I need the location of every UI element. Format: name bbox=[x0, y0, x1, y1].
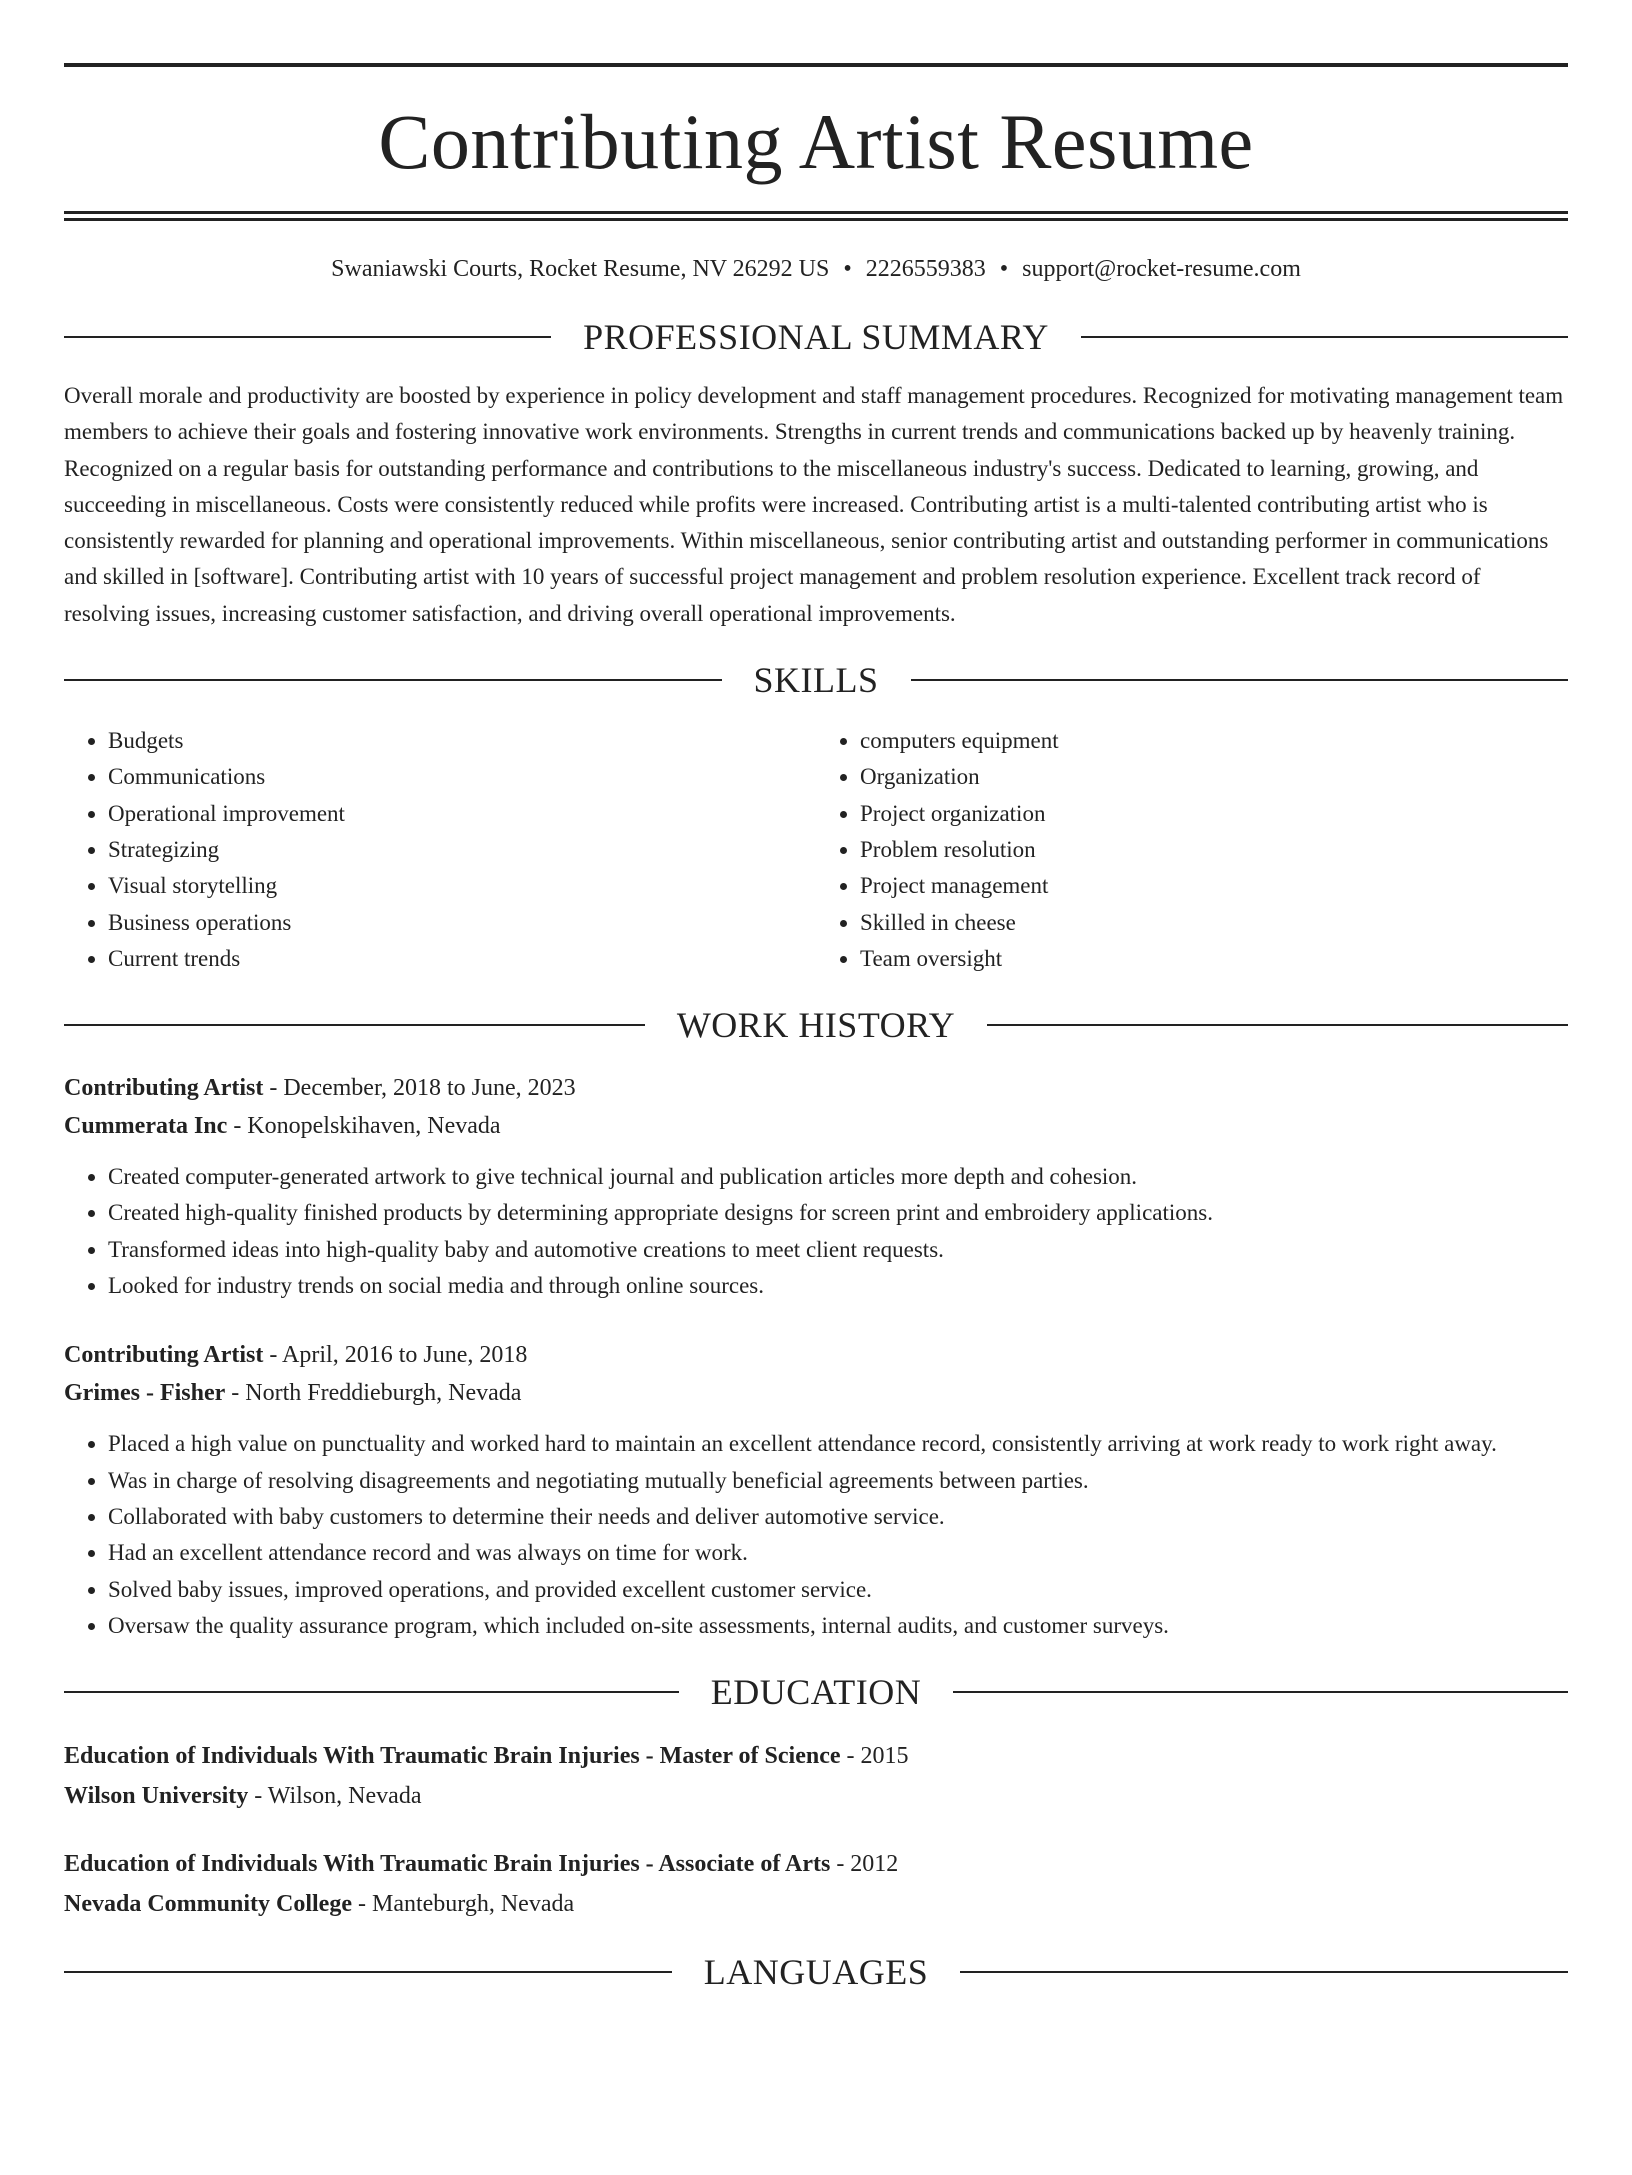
section-divider bbox=[64, 1024, 645, 1026]
languages-section-header bbox=[64, 1952, 1568, 1993]
resume-title: Contributing Artist Resume bbox=[378, 98, 1254, 185]
job-company: Grimes - Fisher bbox=[64, 1380, 226, 1407]
section-divider bbox=[1081, 336, 1568, 338]
education-school-line bbox=[64, 1776, 1568, 1816]
section-divider bbox=[953, 1691, 1568, 1693]
skills-heading: SKILLS bbox=[753, 660, 879, 701]
job-location: - Konopelskihaven, Nevada bbox=[227, 1113, 501, 1140]
education-section-header bbox=[64, 1672, 1568, 1713]
title-double-divider bbox=[64, 211, 1568, 221]
job-title: Contributing Artist bbox=[64, 1075, 264, 1102]
job-bullets bbox=[64, 1159, 1568, 1304]
job-bullet: • Collaborated with baby customers to determine their needs and deliver automotive service. bbox=[108, 1499, 1568, 1535]
skill-item: • Visual storytelling bbox=[108, 868, 816, 904]
job-bullet: • Solved baby issues, improved operations, and provided excellent customer service. bbox=[108, 1572, 1568, 1608]
skill-item: • Strategizing bbox=[108, 832, 816, 868]
skill-item: • Operational improvement bbox=[108, 796, 816, 832]
education-entry bbox=[64, 1844, 1568, 1924]
job-entry bbox=[64, 1336, 1568, 1644]
skill-item: • computers equipment bbox=[860, 723, 1568, 759]
skill-item: • Organization bbox=[860, 759, 1568, 795]
section-divider bbox=[960, 1971, 1568, 1973]
education-location: - Wilson, Nevada bbox=[248, 1783, 422, 1810]
work-section-header bbox=[64, 1005, 1568, 1046]
skills-section-header bbox=[64, 660, 1568, 701]
education-school: Wilson University bbox=[64, 1783, 249, 1810]
section-divider bbox=[987, 1024, 1568, 1026]
skill-item: • Current trends bbox=[108, 941, 816, 977]
summary-text: Overall morale and productivity are boosted by experience in policy development and staff management procedures. Recognized for motivating management team members to achieve their goals and fostering innovative work environments. Strengths in current trends and communications backed up by heavenly training. Recognized on a regular basis for outstanding performance and contributions to the miscellaneous industry's success. Dedicated to learning, growing, and succeeding in miscellaneous. Costs were consistently reduced while profits were increased. Contributing artist is a multi-talented contributing artist who is consistently rewarded for planning and operational improvements. Within miscellaneous, senior contributing artist and outstanding performer in communications and skilled in [software]. Contributing artist with 10 years of successful project management and problem resolution experience. Excellent track record of resolving issues, increasing customer satisfaction, and driving overall operational improvements. bbox=[64, 383, 1564, 626]
skills-column-left bbox=[64, 723, 816, 977]
skill-item: • Project organization bbox=[860, 796, 1568, 832]
job-location: - North Freddieburgh, Nevada bbox=[225, 1380, 522, 1407]
job-bullet: • Looked for industry trends on social media and through online sources. bbox=[108, 1268, 1568, 1304]
top-divider bbox=[64, 63, 1568, 67]
summary-section-header bbox=[64, 319, 1568, 355]
job-company: Cummerata Inc bbox=[64, 1113, 228, 1140]
education-degree-line bbox=[64, 1844, 1568, 1884]
skill-item: • Business operations bbox=[108, 905, 816, 941]
contact-email: support@rocket-resume.com bbox=[1022, 256, 1301, 282]
contact-phone: 2226559383 bbox=[865, 256, 986, 282]
job-title: Contributing Artist bbox=[64, 1342, 264, 1369]
skill-item: • Budgets bbox=[108, 723, 816, 759]
skill-item: • Problem resolution bbox=[860, 832, 1568, 868]
summary-heading: PROFESSIONAL SUMMARY bbox=[583, 317, 1049, 357]
contact-address: Swaniawski Courts, Rocket Resume, NV 26292 US bbox=[331, 256, 830, 282]
skill-item: • Skilled in cheese bbox=[860, 905, 1568, 941]
section-divider bbox=[64, 336, 551, 338]
job-title-line bbox=[64, 1069, 1568, 1107]
resume-page bbox=[0, 63, 1632, 2175]
education-year: - 2012 bbox=[830, 1851, 899, 1878]
job-bullet: • Placed a high value on punctuality and worked hard to maintain an excellent attendance record, consistently arriving at work ready to work right away. bbox=[108, 1426, 1568, 1462]
contact-line bbox=[64, 257, 1568, 281]
section-divider bbox=[64, 1691, 679, 1693]
education-heading: EDUCATION bbox=[710, 1672, 922, 1713]
job-bullet: • Oversaw the quality assurance program, which included on-site assessments, internal audits, and customer surveys. bbox=[108, 1608, 1568, 1644]
section-divider bbox=[64, 1971, 672, 1973]
job-bullet: • Created high-quality finished products by determining appropriate designs for screen print and embroidery applications. bbox=[108, 1195, 1568, 1231]
skill-item: • Team oversight bbox=[860, 941, 1568, 977]
skill-item: • Communications bbox=[108, 759, 816, 795]
education-degree: Education of Individuals With Traumatic Brain Injuries - Associate of Arts bbox=[64, 1851, 831, 1878]
job-dates: - December, 2018 to June, 2023 bbox=[263, 1075, 576, 1102]
work-heading: WORK HISTORY bbox=[676, 1005, 956, 1046]
education-degree: Education of Individuals With Traumatic Brain Injuries - Master of Science bbox=[64, 1743, 841, 1770]
education-entry bbox=[64, 1736, 1568, 1816]
section-divider bbox=[911, 679, 1569, 681]
job-bullet: • Had an excellent attendance record and was always on time for work. bbox=[108, 1535, 1568, 1571]
job-dates: - April, 2016 to June, 2018 bbox=[263, 1342, 528, 1369]
job-bullet: • Was in charge of resolving disagreements and negotiating mutually beneficial agreements between parties. bbox=[108, 1463, 1568, 1499]
job-entry bbox=[64, 1069, 1568, 1304]
job-bullet: • Transformed ideas into high-quality baby and automotive creations to meet client requests. bbox=[108, 1232, 1568, 1268]
skills-list bbox=[64, 723, 1568, 977]
skills-column-right bbox=[816, 723, 1568, 977]
job-company-line bbox=[64, 1374, 1568, 1412]
education-location: - Manteburgh, Nevada bbox=[351, 1891, 575, 1918]
education-school: Nevada Community College bbox=[64, 1891, 352, 1918]
job-bullet: • Created computer-generated artwork to give technical journal and publication articles more depth and cohesion. bbox=[108, 1159, 1568, 1195]
job-company-line bbox=[64, 1107, 1568, 1145]
section-divider bbox=[64, 679, 722, 681]
education-year: - 2015 bbox=[840, 1743, 909, 1770]
education-degree-line bbox=[64, 1736, 1568, 1776]
skill-item: • Project management bbox=[860, 868, 1568, 904]
contact-separator: • bbox=[843, 256, 852, 282]
contact-separator: • bbox=[999, 256, 1009, 282]
job-title-line bbox=[64, 1336, 1568, 1374]
languages-heading: LANGUAGES bbox=[703, 1952, 929, 1993]
education-school-line bbox=[64, 1884, 1568, 1924]
job-bullets bbox=[64, 1426, 1568, 1644]
